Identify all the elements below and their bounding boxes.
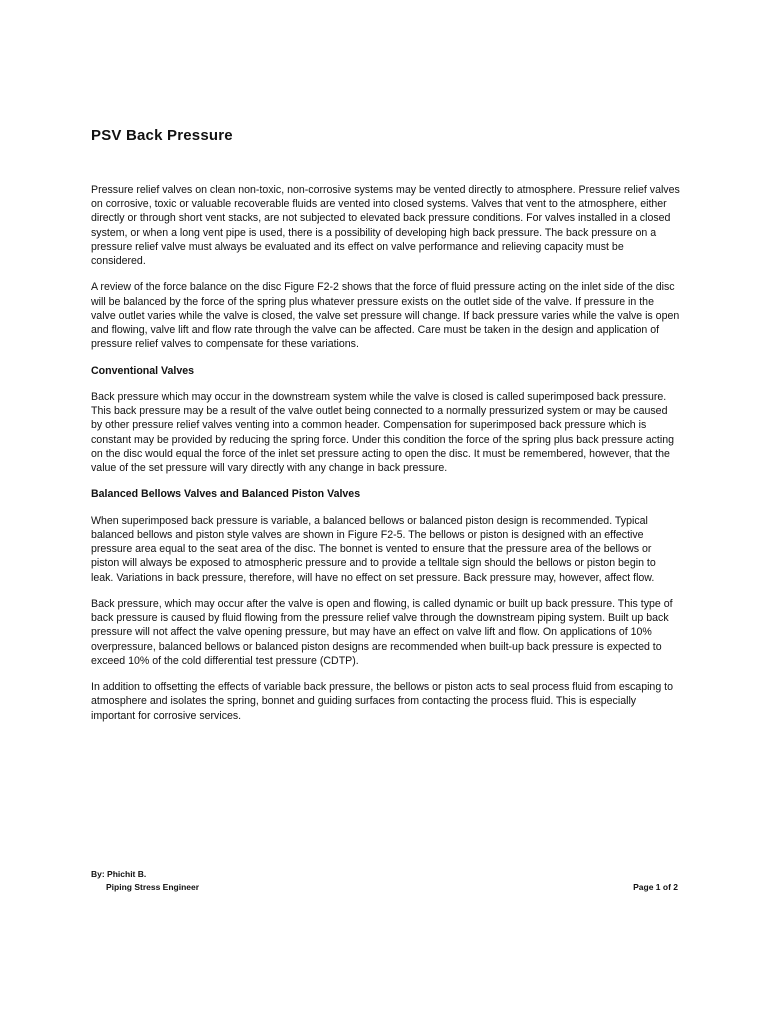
- document-body: [91, 183, 681, 735]
- intro-paragraph-1: Pressure relief valves on clean non-toxic, non-corrosive systems may be vented directly to atmosphere. Pressure relief valves on corrosive, toxic or valuable recoverable fluids are vented into closed systems. Valves that vent to the atmosphere, either directly or through short vent stacks, are not subjected to elevated back pressure conditions. For valves installed in a closed system, or when a long vent pipe is used, there is a possibility of developing high back pressure. The back pressure on a pressure relief valve must always be evaluated and its effect on valve performance and relieving capacity must be considered.: [91, 184, 680, 268]
- conventional-valves-paragraph: Back pressure which may occur in the downstream system while the valve is closed is called superimposed back pressure. This back pressure may be a result of the valve outlet being connected to a normally pressurized system or may be caused by other pressure relief valves venting into a common header. Compensation for superimposed back pressure which is constant may be provided by reducing the spring force. Under this condition the force of the spring plus back pressure acting on the disc would equal the force of the inlet set pressure acting to open the disc. It must be remembered, however, that the value of the set pressure will vary directly with any change in back pressure.: [91, 391, 674, 475]
- balanced-valves-paragraph-3: In addition to offsetting the effects of variable back pressure, the bellows or piston acts to seal process fluid from escaping to atmosphere and isolates the spring, bonnet and guiding surfaces from contacting the process fluid. This is especially important for corrosive services.: [91, 681, 673, 722]
- footer-page-number: Page 1 of 2: [633, 882, 678, 892]
- section-heading-balanced-valves: Balanced Bellows Valves and Balanced Piston Valves: [91, 488, 361, 501]
- balanced-valves-paragraph-1: When superimposed back pressure is variable, a balanced bellows or balanced piston design is recommended. Typical balanced bellows and piston style valves are shown in Figure F2-5. The bellows or piston is designed with an effective pressure area equal to the seat area of the disc. The bonnet is vented to ensure that the pressure area of the bellows or piston will always be exposed to atmospheric pressure and to provide a telltale sign should the bellows or piston begin to leak. Variations in back pressure, therefore, will have no effect on set pressure. Back pressure may, however, affect flow.: [91, 514, 656, 584]
- section-heading-conventional-valves: Conventional Valves: [91, 364, 195, 377]
- balanced-valves-paragraph-2: Back pressure, which may occur after the valve is open and flowing, is called dynamic or built up back pressure. This type of back pressure is caused by fluid flowing from the pressure relief valve through the downstream piping system. Built up back pressure will not affect the valve opening pressure, but may have an effect on valve lift and flow. On applications of 10% overpressure, balanced bellows or balanced piston designs are recommended when built-up back pressure is expected to exceed 10% of the cold differential test pressure (CDTP).: [91, 598, 673, 667]
- document-title: PSV Back Pressure: [91, 127, 233, 144]
- footer-role: Piping Stress Engineer: [106, 882, 200, 892]
- footer-author: By: Phichit B.: [91, 869, 147, 879]
- intro-paragraph-2: A review of the force balance on the disc Figure F2-2 shows that the force of fluid pressure acting on the inlet side of the disc will be balanced by the force of the spring plus whatever pressure exists on the outlet side of the valve. If pressure in the valve outlet varies while the valve is closed, the valve set pressure will change. If back pressure varies while the valve is open and flowing, valve lift and flow rate through the valve can be affected. Care must be taken in the design and application of pressure relief valves to compensate for these variations.: [91, 281, 680, 351]
